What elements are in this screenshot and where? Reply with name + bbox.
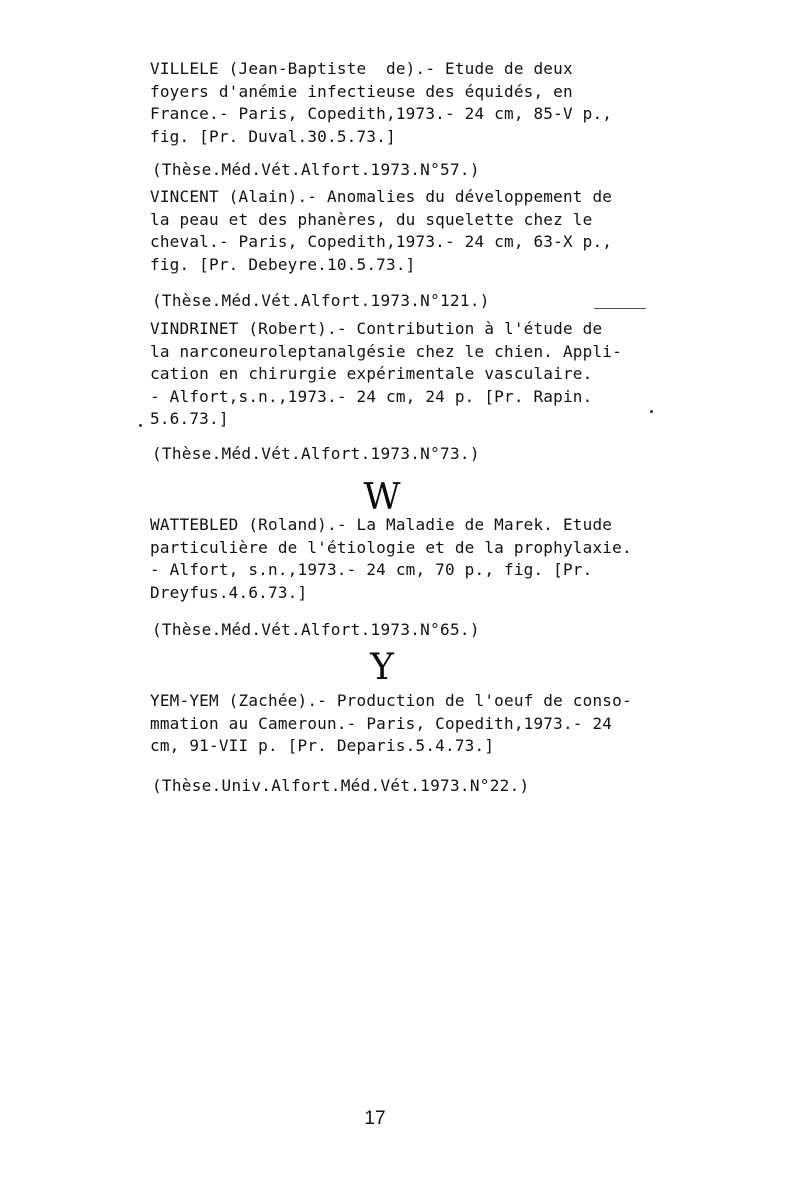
bibliography-entry bbox=[150, 514, 670, 604]
thesis-reference: (Thèse.Méd.Vét.Alfort.1973.N°73.) bbox=[152, 444, 480, 463]
print-speck bbox=[139, 424, 142, 427]
section-letter-w: W bbox=[363, 477, 401, 518]
entry-line: la peau et des phanères, du squelette chez le bbox=[150, 209, 593, 229]
entry-line: - Alfort,s.n.,1973.- 24 cm, 24 p. [Pr. Rapin. bbox=[150, 386, 593, 406]
thesis-reference: (Thèse.Méd.Vét.Alfort.1973.N°57.) bbox=[152, 160, 480, 179]
entry-line: VINDRINET (Robert).- Contribution à l'étude de bbox=[150, 319, 603, 338]
section-letter-y: Y bbox=[370, 647, 394, 688]
entry-line: fig. [Pr. Duval.30.5.73.] bbox=[150, 126, 396, 146]
entry-line: cm, 91-VII p. [Pr. Deparis.5.4.73.] bbox=[150, 736, 495, 755]
entry-line: cation en chirurgie expérimentale vasculaire. bbox=[150, 364, 593, 383]
bibliography-entry bbox=[150, 318, 670, 431]
thesis-reference: (Thèse.Méd.Vét.Alfort.1973.N°65.) bbox=[152, 620, 480, 639]
bibliography-entry bbox=[150, 58, 670, 148]
entry-line: cheval.- Paris, Copedith,1973.- 24 cm, 63-X p., bbox=[150, 232, 613, 251]
entry-line: Dreyfus.4.6.73.] bbox=[150, 582, 308, 602]
thesis-reference: (Thèse.Univ.Alfort.Méd.Vét.1973.N°22.) bbox=[152, 776, 530, 795]
entry-line: VILLELE (Jean-Baptiste de).- Etude de deux bbox=[150, 59, 573, 78]
print-speck bbox=[650, 410, 653, 413]
bibliography-entry bbox=[150, 690, 670, 758]
entry-line: fig. [Pr. Debeyre.10.5.73.] bbox=[150, 254, 416, 274]
entry-line: VINCENT (Alain).- Anomalies du développement de bbox=[150, 187, 613, 206]
entry-line: mmation au Cameroun.- Paris, Copedith,1973.- 24 bbox=[150, 713, 613, 733]
page-number: 17 bbox=[364, 1108, 386, 1129]
entry-line: France.- Paris, Copedith,1973.- 24 cm, 85-V p., bbox=[150, 104, 613, 123]
bibliography-entry bbox=[150, 186, 670, 276]
entry-line: - Alfort, s.n.,1973.- 24 cm, 70 p., fig. [Pr. bbox=[150, 560, 593, 579]
entry-line: foyers d'anémie infectieuse des équidés, en bbox=[150, 81, 573, 101]
entry-line: 5.6.73.] bbox=[150, 409, 229, 428]
thesis-reference: (Thèse.Méd.Vét.Alfort.1973.N°121.) bbox=[152, 291, 490, 310]
entry-line: la narconeuroleptanalgésie chez le chien. Appli- bbox=[150, 341, 622, 361]
entry-line: particulière de l'étiologie et de la prophylaxie. bbox=[150, 537, 632, 557]
entry-line: WATTEBLED (Roland).- La Maladie de Marek. Etude bbox=[150, 515, 613, 534]
entry-line: YEM-YEM (Zachée).- Production de l'oeuf de conso- bbox=[150, 691, 632, 710]
stray-rule bbox=[594, 308, 646, 309]
